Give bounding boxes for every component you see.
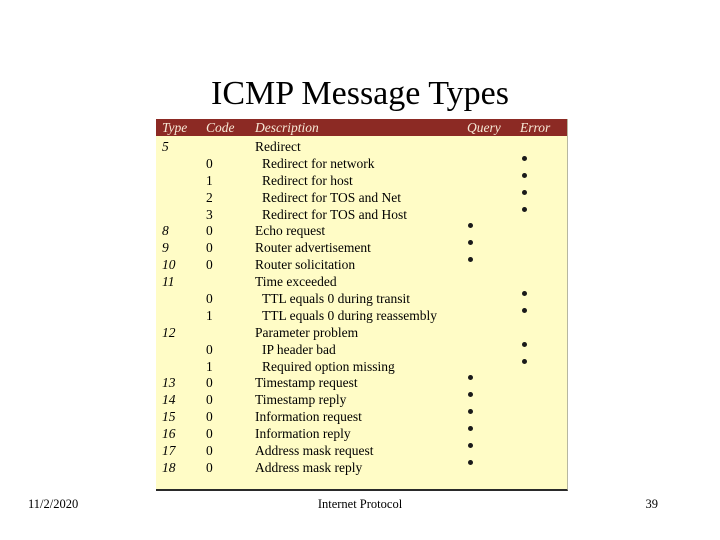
query-marker-icon: [468, 443, 473, 448]
cell-description: Redirect for TOS and Host: [262, 206, 407, 222]
cell-type: 14: [162, 392, 176, 408]
cell-description: Router solicitation: [255, 257, 356, 273]
query-marker-icon: [468, 257, 473, 262]
error-marker-icon: [522, 207, 527, 212]
table-body: [156, 139, 567, 477]
table-row: [156, 409, 567, 426]
table-row: [156, 207, 567, 224]
cell-code: 3: [206, 206, 213, 222]
cell-code: 0: [206, 375, 213, 391]
query-marker-icon: [468, 460, 473, 465]
cell-code: 0: [206, 240, 213, 256]
header-type: Type: [162, 120, 188, 135]
cell-type: 13: [162, 375, 176, 391]
cell-description: Address mask request: [255, 443, 374, 459]
error-marker-icon: [522, 156, 527, 161]
cell-type: 12: [162, 324, 176, 340]
cell-description: Information request: [255, 409, 362, 425]
cell-description: Router advertisement: [255, 240, 371, 256]
cell-type: 15: [162, 409, 176, 425]
table-row: [156, 274, 567, 291]
query-marker-icon: [468, 409, 473, 414]
cell-description: Timestamp reply: [255, 392, 347, 408]
cell-code: 1: [206, 172, 213, 188]
cell-description: Time exceeded: [255, 274, 337, 290]
cell-description: IP header bad: [262, 341, 336, 357]
table-row: [156, 308, 567, 325]
cell-description: Echo request: [255, 223, 326, 239]
cell-code: 1: [206, 358, 213, 374]
cell-description: Redirect for network: [262, 155, 375, 171]
cell-description: Timestamp request: [255, 375, 358, 391]
cell-code: 0: [206, 443, 213, 459]
query-marker-icon: [468, 426, 473, 431]
table-row: [156, 257, 567, 274]
table-row: [156, 139, 567, 156]
error-marker-icon: [522, 173, 527, 178]
query-marker-icon: [468, 223, 473, 228]
cell-description: Redirect for TOS and Net: [262, 189, 401, 205]
cell-code: 0: [206, 459, 213, 475]
cell-code: 0: [206, 257, 213, 273]
cell-description: TTL equals 0 during reassembly: [262, 307, 437, 323]
table-row: [156, 173, 567, 190]
slide-title: ICMP Message Types: [211, 75, 509, 112]
table-row: [156, 426, 567, 443]
cell-code: 0: [206, 223, 213, 239]
error-marker-icon: [522, 190, 527, 195]
cell-code: 1: [206, 307, 213, 323]
cell-code: 0: [206, 426, 213, 442]
cell-description: Redirect: [255, 139, 301, 154]
error-marker-icon: [522, 359, 527, 364]
cell-type: 11: [162, 274, 175, 290]
page-number: 39: [645, 497, 658, 511]
cell-code: 0: [206, 341, 213, 357]
cell-type: 9: [162, 240, 169, 256]
icmp-message-table: [156, 119, 568, 491]
cell-code: 0: [206, 155, 213, 171]
header-query: Query: [467, 120, 501, 135]
cell-type: 10: [162, 257, 176, 273]
table-row: [156, 342, 567, 359]
cell-type: 16: [162, 426, 176, 442]
table-row: [156, 240, 567, 257]
cell-type: 5: [162, 139, 169, 154]
query-marker-icon: [468, 375, 473, 380]
header-error: Error: [520, 120, 551, 135]
cell-type: 8: [162, 223, 169, 239]
table-row: [156, 190, 567, 207]
cell-code: 0: [206, 291, 213, 307]
cell-type: 17: [162, 443, 176, 459]
table-row: [156, 460, 567, 477]
cell-description: Required option missing: [262, 358, 395, 374]
footer-date: 11/2/2020: [28, 497, 79, 511]
table-row: [156, 156, 567, 173]
cell-description: Information reply: [255, 426, 351, 442]
header-code: Code: [206, 120, 235, 135]
cell-code: 0: [206, 409, 213, 425]
cell-description: Redirect for host: [262, 172, 353, 188]
table-row: [156, 443, 567, 460]
table-row: [156, 375, 567, 392]
table-row: [156, 359, 567, 376]
table-row: [156, 325, 567, 342]
cell-code: 2: [206, 189, 213, 205]
table-row: [156, 392, 567, 409]
footer-title: Internet Protocol: [317, 497, 403, 511]
cell-description: TTL equals 0 during transit: [262, 291, 410, 307]
cell-code: 0: [206, 392, 213, 408]
query-marker-icon: [468, 240, 473, 245]
header-description: Description: [255, 120, 319, 135]
table-header-row: [156, 119, 567, 136]
table-row: [156, 291, 567, 308]
error-marker-icon: [522, 291, 527, 296]
query-marker-icon: [468, 392, 473, 397]
cell-description: Address mask reply: [255, 459, 363, 475]
error-marker-icon: [522, 308, 527, 313]
table-row: [156, 223, 567, 240]
cell-description: Parameter problem: [255, 324, 359, 340]
error-marker-icon: [522, 342, 527, 347]
cell-type: 18: [162, 459, 176, 475]
